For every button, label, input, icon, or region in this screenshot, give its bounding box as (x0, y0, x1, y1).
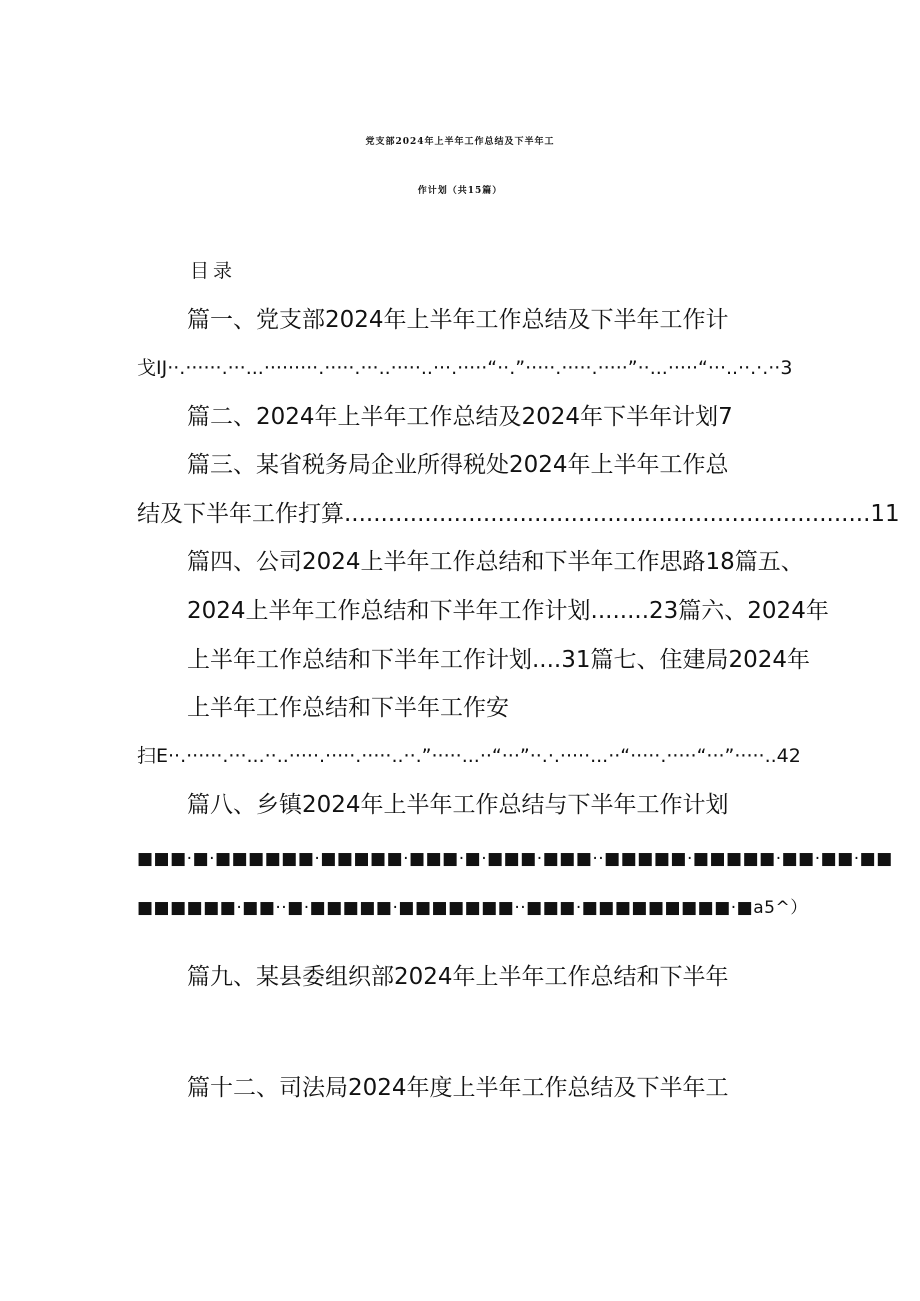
toc-entry-1: 篇一、党支部2024年上半年工作总结及下半年工作计 (187, 307, 729, 333)
toc-entry-8: 篇八、乡镇2024年上半年工作总结与下半年工作计划 (187, 792, 729, 818)
toc-entry-2: 篇二、2024年上半年工作总结及2024年下半年计划7 (187, 404, 733, 430)
toc-entry-7: 上半年工作总结和下半年工作安 (187, 695, 509, 721)
toc-entry-3-continued: 结及下半年工作打算........................................................................11 (137, 501, 900, 527)
toc-entry-8-garbled-2: ■■■■■■·■■··■·■■■■■·■■■■■■■··■■■·■■■■■■■■■·■a5^） (137, 898, 808, 918)
document-title-line-2: 作计划（共15篇） (417, 186, 503, 196)
toc-entry-1-continued: 戈IJ··.······.···...·········.·····.···..·····..···.·····“··.”·····.·····.·····”··...·····“···..··.·.··3 (137, 357, 793, 379)
toc-entry-3: 篇三、某省税务局企业所得税处2024年上半年工作总 (187, 452, 729, 478)
toc-entry-8-garbled-1: ■■■·■·■■■■■■·■■■■■·■■■·■·■■■·■■■··■■■■■·■■■■■·■■·■■·■■ (137, 849, 893, 869)
toc-entry-5: 2024上半年工作总结和下半年工作计划........23篇六、2024年 (187, 598, 829, 624)
toc-entry-6: 上半年工作总结和下半年工作计划....31篇七、住建局2024年 (187, 647, 811, 673)
toc-heading: 目录 (190, 260, 237, 282)
toc-entry-7-continued: 扫E··.······.···...··..·····.·····.·····..··.”·····...··“···”··.·.·····...··“·····.·····“···”·····..42 (137, 745, 801, 767)
toc-entry-12: 篇十二、司法局2024年度上半年工作总结及下半年工 (187, 1075, 729, 1101)
document-title-line-1: 党支部2024年上半年工作总结及下半年工 (365, 137, 555, 147)
toc-entry-4: 篇四、公司2024上半年工作总结和下半年工作思路18篇五、 (187, 549, 804, 575)
toc-entry-9: 篇九、某县委组织部2024年上半年工作总结和下半年 (187, 964, 729, 990)
